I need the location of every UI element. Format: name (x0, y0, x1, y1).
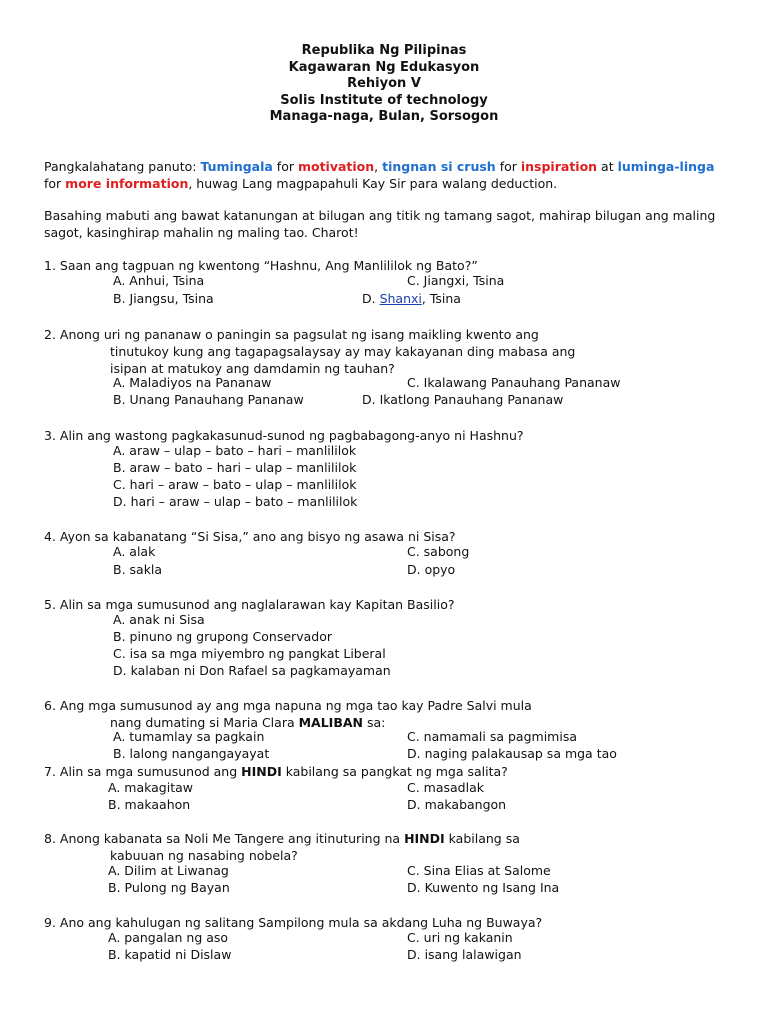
header-republic: Republika Ng Pilipinas (301, 43, 467, 58)
question-text: 4. Ayon sa kabanatang “Si Sisa,” ano ang bisyo ng asawa ni Sisa? (44, 529, 456, 544)
q2-option-b[interactable]: B. Unang Panauhang Pananaw (113, 392, 304, 407)
q4-option-d[interactable]: D. opyo (407, 562, 456, 577)
q8-option-b[interactable]: B. Pulong ng Bayan (108, 880, 230, 895)
instructions-text: at (597, 159, 618, 174)
question-keyword: HINDI (241, 764, 282, 779)
q7-option-a[interactable]: A. makagitaw (108, 780, 193, 795)
q8-option-c[interactable]: C. Sina Elias at Salome (407, 863, 551, 878)
q9-option-c[interactable]: C. uri ng kakanin (407, 930, 513, 945)
question-text-part: nang dumating si Maria Clara (110, 715, 299, 730)
q2-option-d[interactable]: D. Ikatlong Panauhang Pananaw (362, 392, 564, 407)
instructions-text: for (495, 159, 521, 174)
q8-option-d[interactable]: D. Kuwento ng Isang Ina (407, 880, 560, 895)
shanxi-link[interactable]: Shanxi (379, 291, 422, 306)
question-text: kabuuan ng nasabing nobela? (110, 848, 298, 863)
q1-option-d[interactable] (362, 291, 461, 306)
question-text (44, 830, 754, 847)
q3-option-c[interactable]: C. hari – araw – bato – ulap – manlililok (113, 477, 357, 492)
q8-option-a[interactable]: A. Dilim at Liwanag (108, 863, 229, 878)
q9-option-b[interactable]: B. kapatid ni Dislaw (108, 947, 232, 962)
q5-option-c[interactable]: C. isa sa mga miyembro ng pangkat Liberal (113, 646, 386, 661)
header-region: Rehiyon V (347, 76, 421, 91)
q3-option-b[interactable]: B. araw – bato – hari – ulap – manlililok (113, 460, 357, 475)
q1-option-c[interactable]: C. Jiangxi, Tsina (407, 273, 505, 288)
q4-option-b[interactable]: B. sakla (113, 562, 163, 577)
question-text: 1. Saan ang tagpuan ng kwentong “Hashnu, Ang Manlililok ng Bato?” (44, 258, 478, 273)
question-text-part: 8. Anong kabanata sa Noli Me Tangere ang itinuturing na (44, 831, 405, 846)
instructions-more-info: more information (65, 176, 189, 191)
q2-option-a[interactable]: A. Maladiyos na Pananaw (113, 375, 272, 390)
question-text: isipan at matukoy ang damdamin ng tauhan? (110, 361, 395, 376)
question-5 (44, 596, 754, 613)
instructions-text: , huwag Lang magpapahuli Kay Sir para walang deduction. (188, 176, 558, 191)
question-text: 6. Ang mga sumusunod ay ang mga napuna ng mga tao kay Padre Salvi mula (44, 698, 532, 713)
instructions-tumingala: Tumingala (200, 159, 273, 174)
question-8 (44, 830, 754, 864)
q7-option-c[interactable]: C. masadlak (407, 780, 484, 795)
question-3 (44, 427, 754, 444)
document-header (0, 43, 768, 126)
question-1 (44, 257, 754, 274)
header-address: Managa-naga, Bulan, Sorsogon (269, 109, 499, 124)
q6-option-c[interactable]: C. namamali sa pagmimisa (407, 729, 577, 744)
q3-option-a[interactable]: A. araw – ulap – bato – hari – manlililok (113, 443, 357, 458)
option-letter: D. (362, 291, 380, 306)
q6-option-a[interactable]: A. tumamlay sa pagkain (113, 729, 265, 744)
q7-option-b[interactable]: B. makaahon (108, 797, 191, 812)
q4-option-a[interactable]: A. alak (113, 544, 156, 559)
question-text-part: sa: (363, 715, 386, 730)
question-text: 5. Alin sa mga sumusunod ang naglalarawan kay Kapitan Basilio? (44, 597, 455, 612)
question-7 (44, 763, 754, 780)
q1-option-a[interactable]: A. Anhui, Tsina (113, 273, 205, 288)
general-instructions (44, 158, 754, 192)
q5-option-a[interactable]: A. anak ni Sisa (113, 612, 205, 627)
q5-option-b[interactable]: B. pinuno ng grupong Conservador (113, 629, 332, 644)
instructions-text: for (272, 159, 298, 174)
question-text: 9. Ano ang kahulugan ng salitang Sampilong mula sa akdang Luha ng Buwaya? (44, 915, 543, 930)
instructions-motivation: motivation (297, 159, 375, 174)
option-text: , Tsina (421, 291, 461, 306)
q6-option-d[interactable]: D. naging palakausap sa mga tao (407, 746, 617, 761)
q9-option-d[interactable]: D. isang lalawigan (407, 947, 522, 962)
reading-instructions: Basahing mabuti ang bawat katanungan at bilugan ang titik ng tamang sagot, mahirap bilugan ang maling sagot, kasinghirap mahalin ng maling tao. Charot! (44, 208, 716, 240)
q1-option-b[interactable]: B. Jiangsu, Tsina (113, 291, 214, 306)
question-text-part: 7. Alin sa mga sumusunod ang (44, 764, 242, 779)
question-2 (44, 326, 754, 377)
question-text-part: kabilang sa (444, 831, 520, 846)
q6-option-b[interactable]: B. lalong nangangayayat (113, 746, 270, 761)
question-text: tinutukoy kung ang tagapagsalaysay ay may kakayanan ding mabasa ang (110, 344, 576, 359)
instructions-crush: tingnan si crush (382, 159, 496, 174)
q2-option-c[interactable]: C. Ikalawang Panauhang Pananaw (407, 375, 621, 390)
instructions-text: for (44, 176, 66, 191)
instructions-luminga: luminga-linga (617, 159, 715, 174)
q3-option-d[interactable]: D. hari – araw – ulap – bato – manlililok (113, 494, 358, 509)
question-text (44, 763, 754, 780)
question-4 (44, 528, 754, 545)
question-text: 3. Alin ang wastong pagkakasunud-sunod ng pagbabagong-anyo ni Hashnu? (44, 428, 524, 443)
header-school: Solis Institute of technology (280, 92, 488, 108)
question-keyword: HINDI (404, 831, 445, 846)
q4-option-c[interactable]: C. sabong (407, 544, 470, 559)
question-9 (44, 914, 754, 931)
instructions-label: Pangkalahatang panuto: (44, 159, 201, 174)
q9-option-a[interactable]: A. pangalan ng aso (108, 930, 229, 945)
question-6 (44, 697, 754, 731)
question-text-part: kabilang sa pangkat ng mga salita? (281, 764, 508, 779)
question-keyword: MALIBAN (298, 715, 363, 730)
instructions-inspiration: inspiration (520, 159, 598, 174)
question-text: 2. Anong uri ng pananaw o paningin sa pagsulat ng isang maikling kwento ang (44, 327, 539, 342)
q5-option-d[interactable]: D. kalaban ni Don Rafael sa pagkamayaman (113, 663, 391, 678)
instructions-text: , (374, 159, 383, 174)
header-department: Kagawaran Ng Edukasyon (288, 59, 480, 75)
q7-option-d[interactable]: D. makabangon (407, 797, 507, 812)
